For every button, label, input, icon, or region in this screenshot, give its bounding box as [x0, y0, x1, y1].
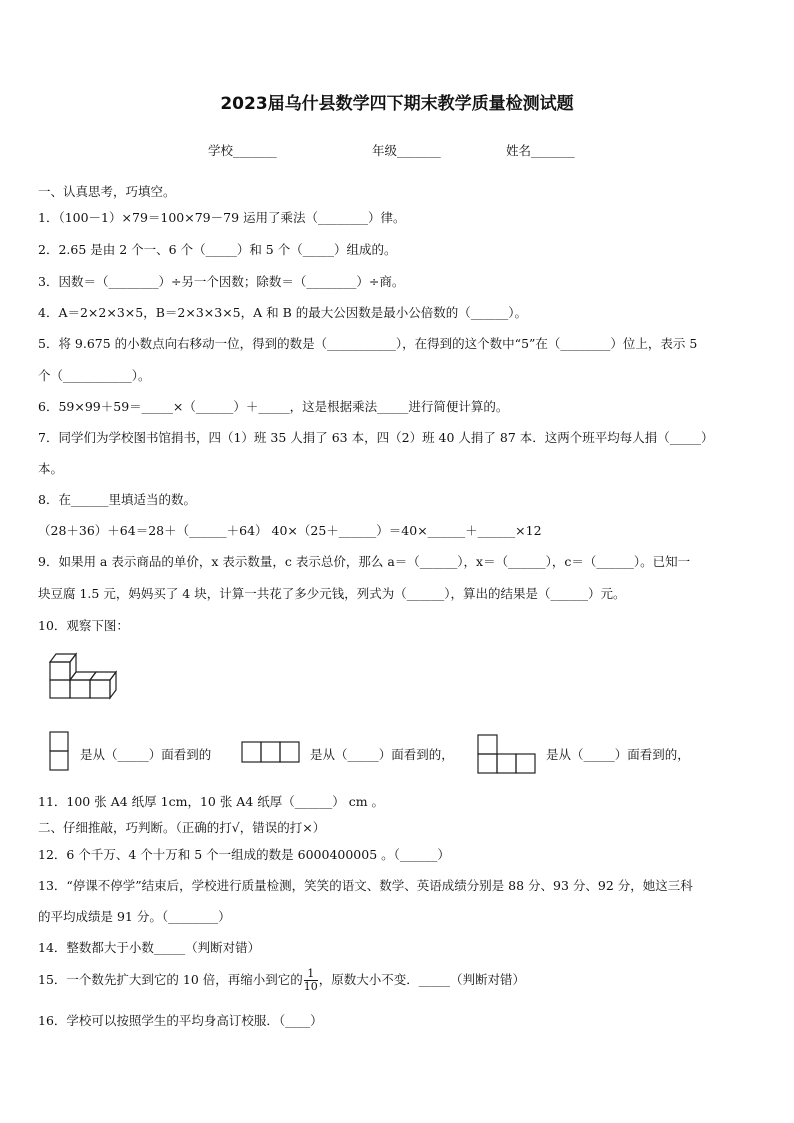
question-13-line-2: 的平均成绩是 91 分。（________） [38, 909, 231, 924]
question-13-line-1: 13．“停课不停学”结束后，学校进行质量检测，笑笑的语文、数学、英语成绩分别是 88 分、93 分、92 分，她这三科 [38, 878, 693, 893]
school-field[interactable]: 学校_______ [208, 143, 277, 158]
fraction-numerator: 1 [304, 968, 318, 981]
question-8-line-2: （28＋36）＋64＝28＋（______＋64） 40×（25＋______）＝40×______＋______×12 [38, 523, 542, 538]
question-1: 1．（100－1）×79＝100×79－79 运用了乘法（________）律。 [38, 210, 406, 225]
view-1-caption: 是从（_____）面看到的 [80, 747, 212, 762]
question-2: 2．2.65 是由 2 个一、6 个（_____）和 5 个（_____）组成的。 [38, 242, 397, 257]
question-6: 6．59×99＋59＝_____×（______）＋_____，这是根据乘法_____进行简便计算的。 [38, 399, 509, 414]
question-9-line-1: 9．如果用 a 表示商品的单价，x 表示数量，c 表示总价，那么 a＝（______），x＝（______），c＝（______）。已知一 [38, 554, 691, 569]
question-12: 12．6 个千万、4 个十万和 5 个一组成的数是 6000400005 。（______） [38, 847, 450, 862]
view-2-caption: 是从（_____）面看到的， [310, 747, 454, 762]
question-3: 3．因数＝（________）÷另一个因数；除数＝（________）÷商。 [38, 274, 405, 289]
question-16: 16．学校可以按照学生的平均身高订校服．（____） [38, 1013, 323, 1028]
question-7-line-1: 7．同学们为学校图书馆捐书，四（1）班 35 人捐了 63 本，四（2）班 40 人捐了 87 本．这两个班平均每人捐（_____） [38, 430, 714, 445]
question-4: 4．A＝2×2×3×5，B＝2×3×3×5，A 和 B 的最大公因数是最小公倍数的（______）。 [38, 305, 528, 320]
question-15-prefix: 15．一个数先扩大到它的 10 倍，再缩小到它的 [38, 972, 303, 987]
fraction-denominator: 10 [303, 980, 318, 993]
question-5-line-1: 5．将 9.675 的小数点向右移动一位，得到的数是（___________），在得到的这个数中“5”在（________）位上，表示 5 [38, 336, 698, 351]
question-5-line-2: 个（___________）。 [38, 368, 151, 383]
question-15 [38, 965, 525, 995]
question-8-line-1: 8．在______里填适当的数。 [38, 492, 196, 507]
question-11: 11．100 张 A4 纸厚 1cm，10 张 A4 纸厚（______） cm 。 [38, 794, 385, 809]
view-3-caption: 是从（_____）面看到的， [546, 747, 690, 762]
cube-stack-figure [46, 650, 122, 702]
view-l-shape [476, 733, 540, 777]
page-title: 2023届乌什县数学四下期末教学质量检测试题 [220, 94, 574, 114]
name-field[interactable]: 姓名_______ [506, 143, 575, 158]
question-15-suffix: ，原数大小不变．_____（判断对错） [318, 972, 526, 987]
section-2-heading: 二、仔细推敲，巧判断。（正确的打√，错误的打×） [38, 820, 326, 835]
question-9-line-2: 块豆腐 1.5 元，妈妈买了 4 块，计算一共花了多少元钱，列式为（______），算出的结果是（______）元。 [38, 586, 626, 601]
question-7-line-2: 本。 [38, 461, 64, 476]
view-three-squares-row [240, 740, 302, 766]
question-10: 10．观察下图： [38, 618, 129, 633]
question-14: 14．整数都大于小数_____（判断对错） [38, 940, 261, 955]
view-vertical-two-squares [48, 730, 72, 774]
grade-field[interactable]: 年级_______ [372, 143, 441, 158]
section-1-heading: 一、认真思考，巧填空。 [38, 184, 176, 199]
fraction-one-tenth [304, 968, 318, 993]
